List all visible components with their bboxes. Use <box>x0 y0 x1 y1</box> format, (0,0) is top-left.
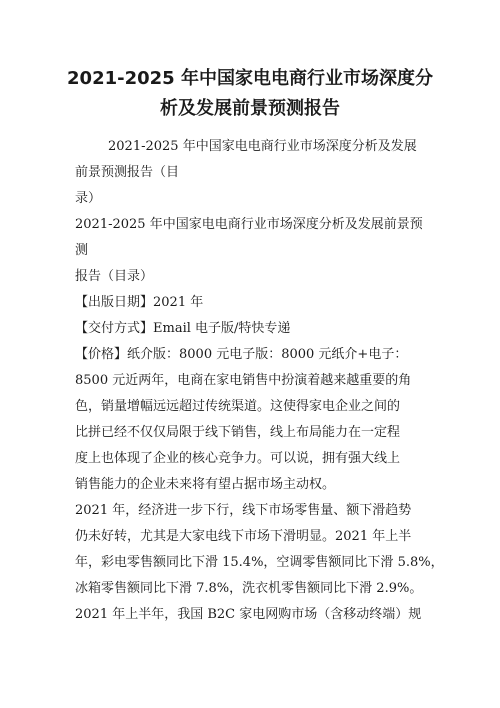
body-line: 【交付方式】Email 电子版/特快专递 <box>75 321 291 336</box>
body-line: 2021-2025 年中国家电电商行业市场深度分析及发展 <box>108 139 417 154</box>
body-line: 2021 年，经济进一步下行，线下市场零售量、额下滑趋势 <box>75 503 412 518</box>
body-line: 仍未好转，尤其是大家电线下市场下滑明显。2021 年上半 <box>75 529 412 544</box>
body-line: 测 <box>75 243 89 258</box>
body-line: 报告（目录） <box>75 269 154 284</box>
body-line: 销售能力的企业未来将有望占据市场主动权。 <box>75 477 336 492</box>
body-line: 2021 年上半年，我国 B2C 家电网购市场（含移动终端）规 <box>75 607 422 622</box>
body-line: 录） <box>75 191 102 206</box>
body-line: 比拼已经不仅仅局限于线下销售，线上布局能力在一定程 <box>75 425 401 440</box>
body-line: 【出版日期】2021 年 <box>75 295 204 310</box>
body-line: 前景预测报告（目 <box>75 165 180 180</box>
body-line: 度上也体现了企业的核心竞争力。可以说，拥有强大线上 <box>75 451 401 466</box>
body-line: 【价格】纸介版：8000 元电子版：8000 元纸介+电子： <box>75 347 408 362</box>
body-line: 冰箱零售额同比下滑 7.8%，洗衣机零售额同比下滑 2.9%。 <box>75 581 423 596</box>
document-title-line-1: 2021-2025 年中国家电电商行业市场深度分 <box>67 68 433 89</box>
document-title-line-2: 析及发展前景预测报告 <box>160 98 340 119</box>
body-line: 8500 元近两年，电商在家电销售中扮演着越来越重要的角 <box>75 373 412 388</box>
body-line: 色，销量增幅远远超过传统渠道。这使得家电企业之间的 <box>75 399 401 414</box>
body-line: 年，彩电零售额同比下滑 15.4%，空调零售额同比下滑 5.8%， <box>75 555 444 570</box>
body-line: 2021-2025 年中国家电电商行业市场深度分析及发展前景预 <box>75 217 423 232</box>
